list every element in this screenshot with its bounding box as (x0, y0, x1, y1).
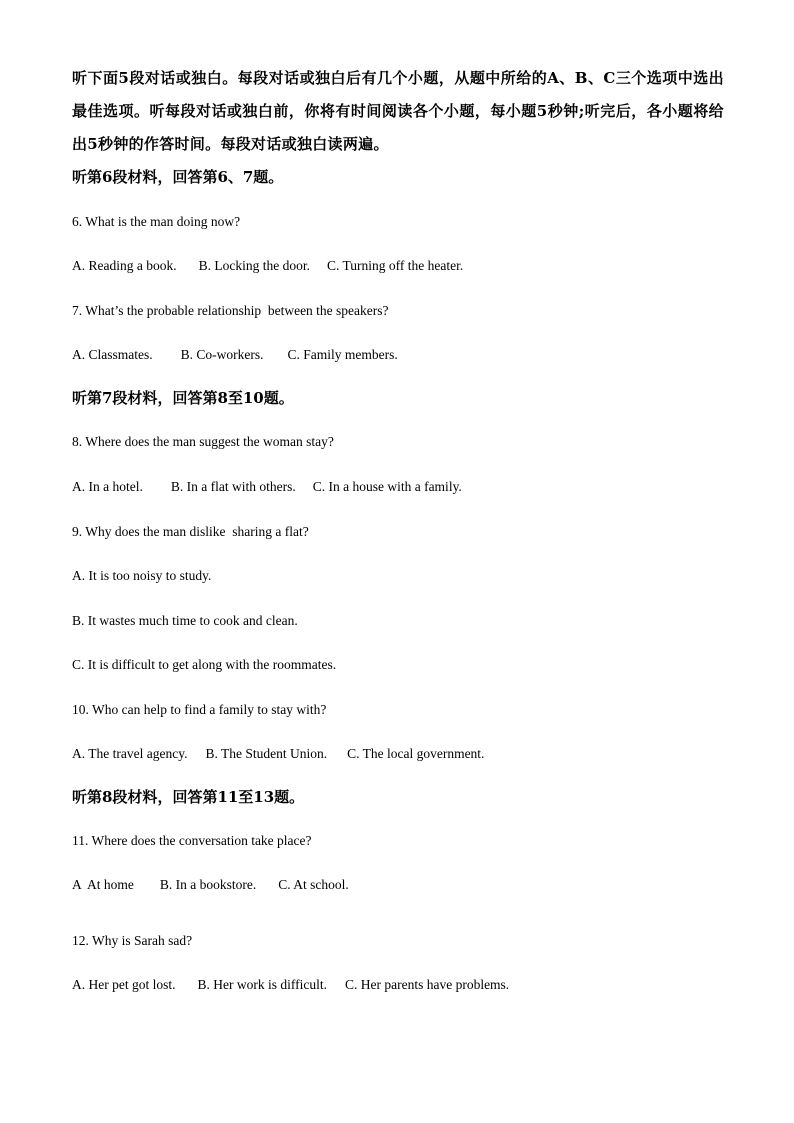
question-9-option-c[interactable]: C. It is difficult to get along with the roommates. (72, 657, 337, 672)
q8-option-c[interactable]: C. In a house with a family. (312, 479, 462, 494)
question-7-stem: 7. What’s the probable relationship between the speakers? (72, 303, 389, 318)
q8-option-a[interactable]: A. In a hotel. (72, 479, 143, 494)
q6-option-c[interactable]: C. Turning off the heater. (326, 258, 464, 273)
q7-option-a[interactable]: A. Classmates. (72, 347, 153, 362)
question-9-option-a[interactable]: A. It is too noisy to study. (72, 568, 212, 583)
q7-option-b[interactable]: B. Co-workers. (180, 347, 264, 362)
question-9-stem: 9. Why does the man dislike sharing a flat? (72, 524, 309, 539)
q12-option-b[interactable]: B. Her work is difficult. (197, 977, 327, 992)
q6-option-a[interactable]: A. Reading a book. (72, 258, 177, 273)
question-10-options (72, 745, 724, 763)
q10-option-b[interactable]: B. The Student Union. (205, 746, 328, 761)
q12-option-a[interactable]: A. Her pet got lost. (72, 977, 176, 992)
section-heading-7: 听第7段材料，回答第8至10题。 (72, 389, 294, 407)
question-10-stem: 10. Who can help to find a family to stay with? (72, 702, 327, 717)
question-6-stem: 6. What is the man doing now? (72, 214, 241, 229)
q8-option-b[interactable]: B. In a flat with others. (170, 479, 296, 494)
question-7-options (72, 346, 724, 364)
listening-instructions: 听下面5段对话或独白。每段对话或独白后有几个小题，从题中所给的A、B、C三个选项中选出最佳选项。听每段对话或独白前，你将有时间阅读各个小题，每小题5秒钟;听完后，各小题将给出5秒钟的作答时间。每段对话或独白读两遍。 (72, 69, 724, 153)
question-11-options (72, 876, 724, 894)
question-9-option-b[interactable]: B. It wastes much time to cook and clean. (72, 613, 298, 628)
section-heading-6: 听第6段材料，回答第6、7题。 (72, 168, 284, 186)
question-6-options (72, 257, 724, 275)
q10-option-c[interactable]: C. The local government. (347, 746, 485, 761)
question-12-options (72, 976, 724, 994)
q11-option-c[interactable]: C. At school. (278, 877, 349, 892)
q6-option-b[interactable]: B. Locking the door. (198, 258, 310, 273)
q7-option-c[interactable]: C. Family members. (287, 347, 398, 362)
question-8-options (72, 478, 724, 496)
question-11-stem: 11. Where does the conversation take place? (72, 833, 312, 848)
q11-option-a[interactable]: A At home (72, 877, 134, 892)
q12-option-c[interactable]: C. Her parents have problems. (344, 977, 510, 992)
q11-option-b[interactable]: B. In a bookstore. (159, 877, 257, 892)
question-12-stem: 12. Why is Sarah sad? (72, 933, 193, 948)
q10-option-a[interactable]: A. The travel agency. (72, 746, 188, 761)
section-heading-8: 听第8段材料，回答第11至13题。 (72, 788, 305, 806)
question-8-stem: 8. Where does the man suggest the woman stay? (72, 434, 334, 449)
exam-page (72, 62, 724, 994)
